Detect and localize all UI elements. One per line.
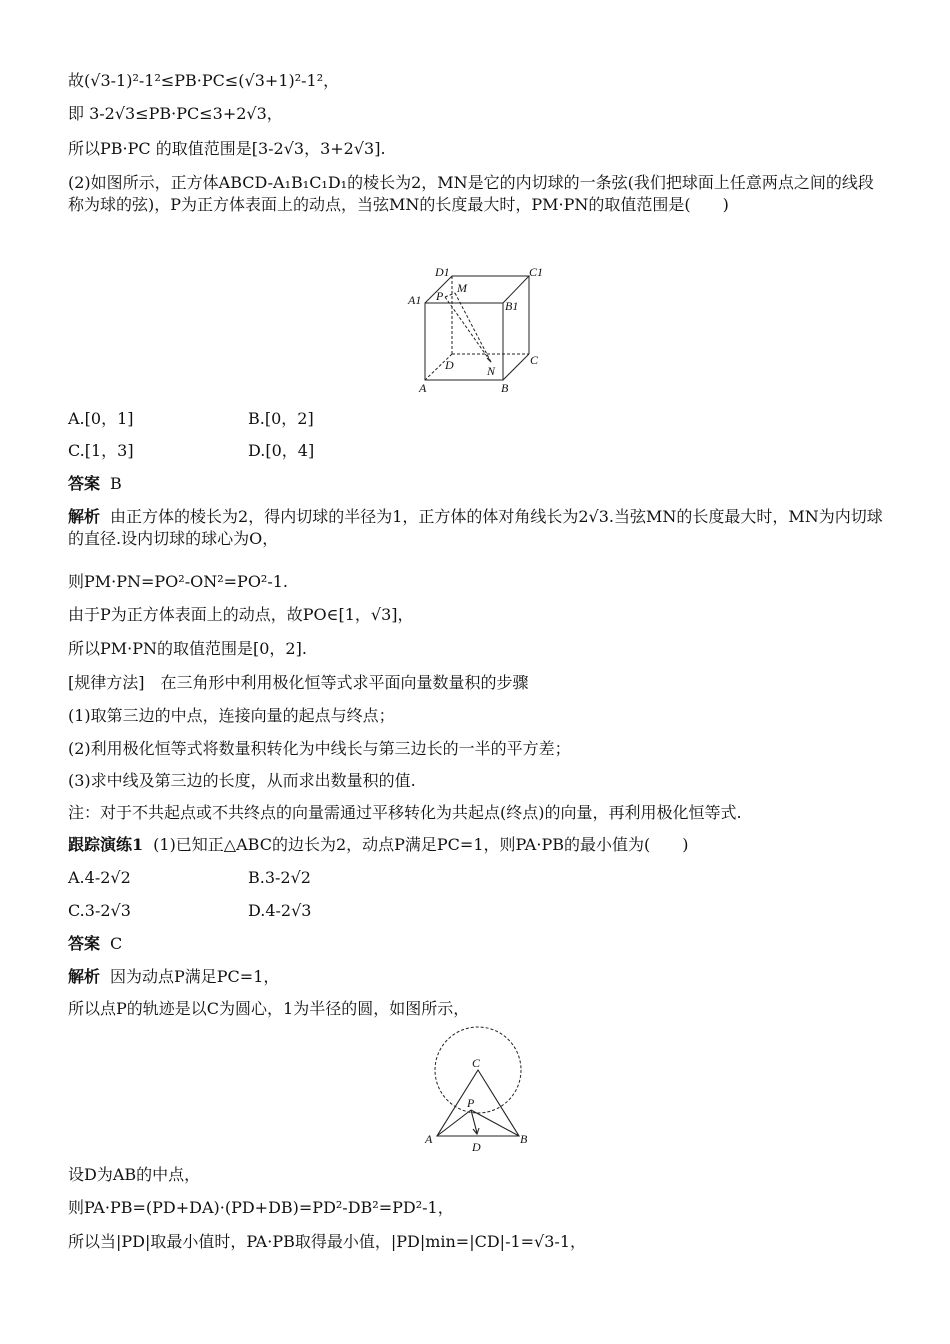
- q2-option-a: A.[0，1]: [68, 409, 134, 428]
- cube-label-D1: D1: [435, 265, 450, 279]
- cube-label-A: A: [419, 381, 427, 395]
- cube-label-N: N: [487, 364, 496, 378]
- cube-label-C1: C1: [529, 265, 544, 279]
- text-line-result-range: 所以PM·PN的取值范围是[0，2].: [68, 639, 307, 658]
- triangle-label-P: P: [467, 1096, 475, 1110]
- text-line-po-range: 由于P为正方体表面上的动点，故PO∈[1，√3]，: [68, 605, 414, 624]
- cube-label-P: P: [436, 289, 444, 303]
- method-heading: [规律方法] 在三角形中利用极化恒等式求平面向量数量积的步骤: [68, 673, 529, 692]
- cube-label-M: M: [457, 281, 467, 295]
- answer-label: 答案: [68, 934, 101, 953]
- triangle-label-D: D: [472, 1140, 481, 1154]
- p1-option-d: D.4-2√3: [248, 901, 312, 920]
- practice-text: (1)已知正△ABC的边长为2，动点P满足PC=1，则PA·PB的最小值为( ): [153, 835, 689, 854]
- q2-analysis: [68, 506, 883, 550]
- text-line-1: 故(√3-1)²-1²≤PB·PC≤(√3+1)²-1²，: [68, 71, 340, 90]
- text-line-pm-pn: 则PM·PN=PO²-ON²=PO²-1.: [68, 572, 289, 591]
- cube-figure: [405, 262, 555, 397]
- method-note: 注：对于不共起点或不共终点的向量需通过平移转化为共起点(终点)的向量，再利用极化恒等式.: [68, 803, 742, 822]
- p1-option-b: B.3-2√2: [248, 868, 311, 887]
- q2-option-b: B.[0，2]: [248, 409, 314, 428]
- q2-option-d: D.[0，4]: [248, 441, 315, 460]
- cube-label-C: C: [530, 353, 539, 367]
- p1-analysis: [68, 966, 279, 988]
- cube-label-A1: A1: [408, 293, 422, 307]
- answer-value: B: [110, 474, 122, 493]
- p1-option-a: A.4-2√2: [68, 868, 131, 887]
- q2-option-c: C.[1，3]: [68, 441, 134, 460]
- cube-label-D: D: [445, 358, 454, 372]
- text-line-2: 即 3-2√3≤PB·PC≤3+2√3，: [68, 104, 283, 123]
- method-step-3: (3)求中线及第三边的长度，从而求出数量积的值.: [68, 771, 416, 790]
- analysis-text: 因为动点P满足PC=1，: [110, 967, 280, 986]
- p1-answer: [68, 933, 122, 955]
- triangle-label-B: B: [520, 1132, 528, 1146]
- q2-answer: [68, 473, 122, 495]
- practice-question: [68, 834, 688, 856]
- method-step-2: (2)利用极化恒等式将数量积转化为中线长与第三边长的一半的平方差；: [68, 739, 571, 758]
- method-step-1: (1)取第三边的中点，连接向量的起点与终点；: [68, 706, 395, 725]
- question-2-stem: (2)如图所示，正方体ABCD-A₁B₁C₁D₁的棱长为2，MN是它的内切球的一条弦(我们把球面上任意两点之间的线段称为球的弦)，P为正方体表面上的动点，当弦MN的长度最大时，PM·PN的取值范围是( ): [68, 173, 874, 214]
- p1-option-c: C.3-2√3: [68, 901, 131, 920]
- text-line-midpoint: 设D为AB的中点，: [68, 1165, 201, 1184]
- analysis-label: 解析: [68, 967, 101, 986]
- triangle-label-A: A: [425, 1132, 433, 1146]
- text-line-min: 所以当|PD|取最小值时，PA·PB取得最小值，|PD|min=|CD|-1=√3-1，: [68, 1232, 587, 1251]
- text-line-pa-pb: 则PA·PB=(PD+DA)·(PD+DB)=PD²-DB²=PD²-1，: [68, 1198, 454, 1217]
- text-line-locus: 所以点P的轨迹是以C为圆心，1为半径的圆，如图所示，: [68, 999, 470, 1018]
- triangle-label-C: C: [472, 1056, 481, 1070]
- text-line-3: 所以PB·PC 的取值范围是[3-2√3，3+2√3].: [68, 139, 386, 158]
- analysis-text: 由正方体的棱长为2，得内切球的半径为1，正方体的体对角线长为2√3.当弦MN的长度最大时，MN为内切球的直径.设内切球的球心为O，: [68, 507, 883, 548]
- answer-value: C: [110, 934, 123, 953]
- cube-label-B1: B1: [505, 299, 519, 313]
- answer-label: 答案: [68, 474, 101, 493]
- practice-label: 跟踪演练1: [68, 835, 144, 854]
- cube-label-B: B: [501, 381, 509, 395]
- triangle-figure: [415, 1025, 540, 1155]
- analysis-label: 解析: [68, 507, 101, 526]
